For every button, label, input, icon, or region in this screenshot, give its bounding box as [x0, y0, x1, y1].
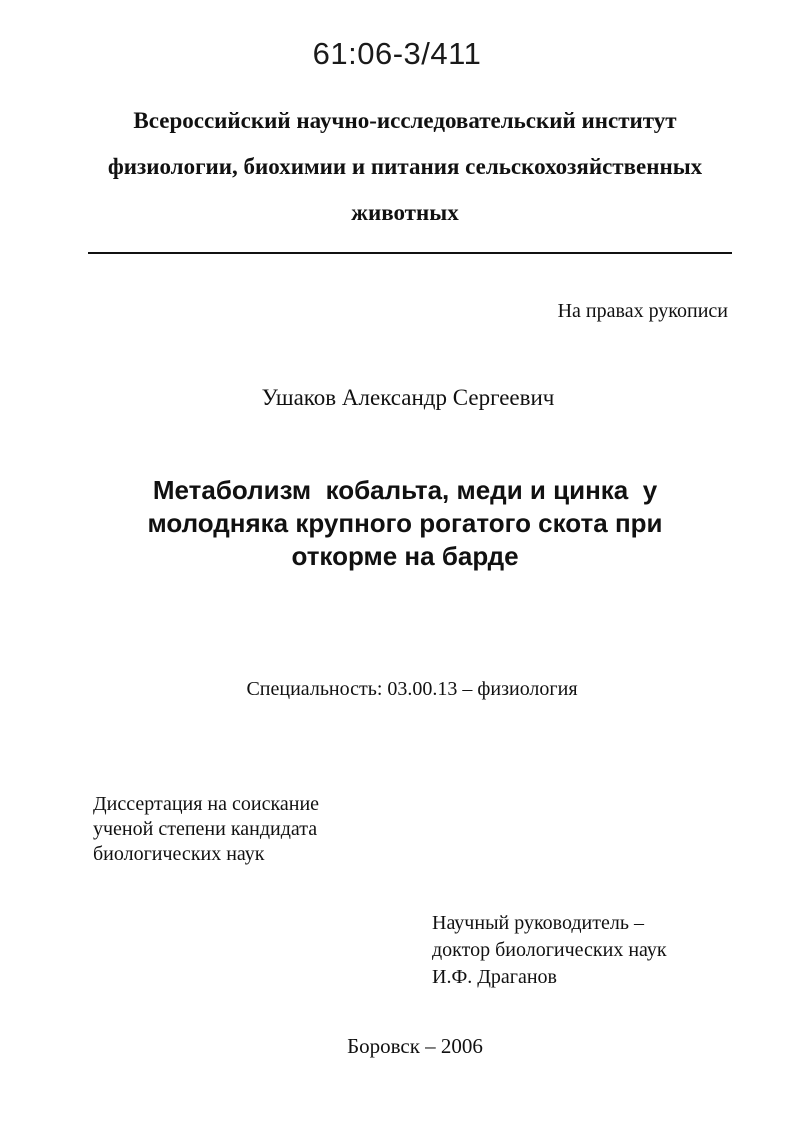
institute-name — [60, 98, 750, 236]
supervisor-block — [432, 910, 667, 991]
title-line: Метаболизм кобальта, меди и цинка у — [152, 475, 658, 505]
place-and-year: Боровск – 2006 — [347, 1034, 483, 1058]
author-name: Ушаков Александр Сергеевич — [261, 385, 555, 410]
dissertation-title — [60, 474, 750, 573]
institute-line: физиологии, биохимии и питания сельскохозяйственных — [107, 154, 703, 179]
catalog-number — [0, 36, 794, 72]
supervisor-line: И.Ф. Драганов — [432, 966, 557, 988]
title-line: откорме на барде — [291, 541, 519, 571]
title-line: молодняка крупного рогатого скота при — [147, 508, 663, 538]
degree-line: Диссертация на соискание — [93, 793, 320, 815]
institute-line: Всероссийский научно-исследовательский институт — [133, 108, 677, 133]
manuscript-note: На правах рукописи — [557, 300, 728, 322]
supervisor-line: Научный руководитель – — [432, 912, 644, 934]
header-divider — [88, 252, 732, 254]
degree-line: ученой степени кандидата — [93, 818, 318, 840]
degree-line: биологических наук — [93, 843, 265, 865]
supervisor-line: доктор биологических наук — [432, 939, 667, 961]
catalog-number-text: 61:06-3/411 — [312, 36, 482, 71]
institute-line: животных — [351, 200, 459, 225]
degree-statement — [93, 792, 319, 867]
specialty: Специальность: 03.00.13 – физиология — [246, 678, 578, 700]
